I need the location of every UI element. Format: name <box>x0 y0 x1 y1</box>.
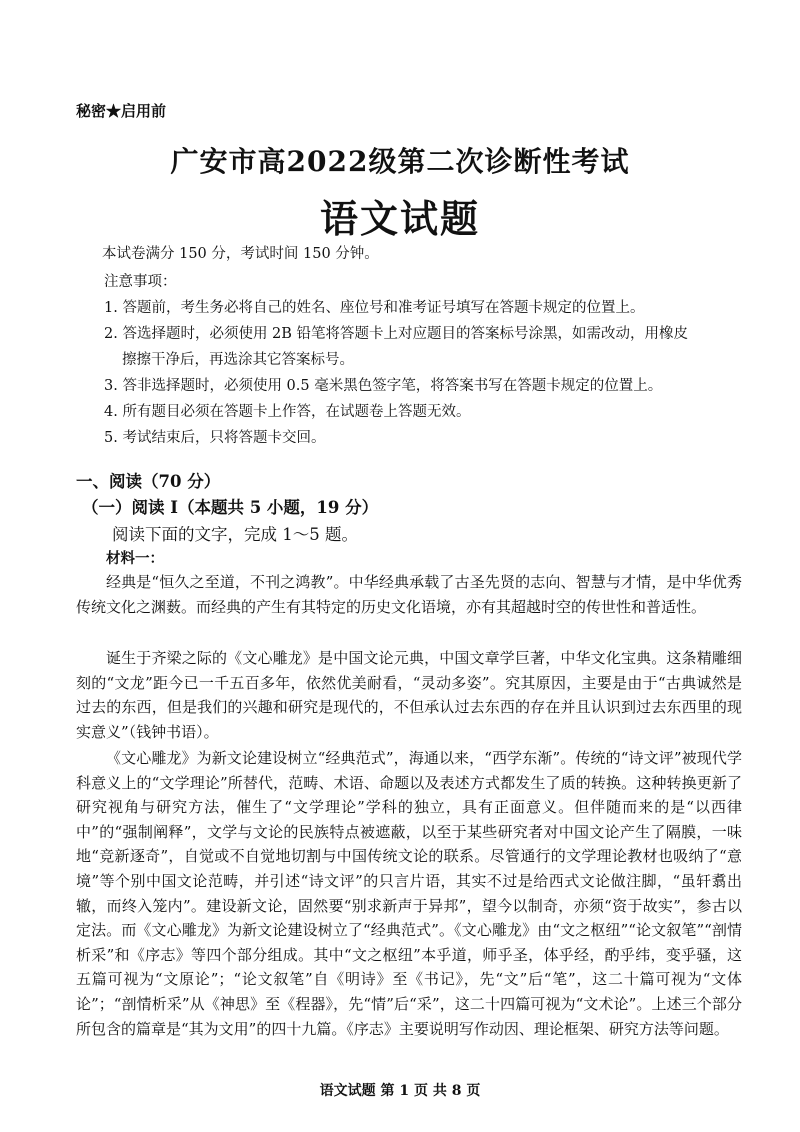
notice-item-continued: 擦擦干净后，再选涂其它答案标号。 <box>122 352 354 368</box>
exam-title: 广安市高2022级第二次诊断性考试 <box>170 145 630 178</box>
section-heading: 一、阅读（70 分） <box>76 472 221 491</box>
paragraph: 诞生于齐梁之际的《文心雕龙》是中国文论元典，中国文章学巨著，中华文化宝典。这条精雕细刻的“文龙”距今已一千五百多年，依然优美耐看，“灵动多姿”。究其原因，主要是由于“古典诚然是过去的东西，但是我们的兴趣和研究是现代的，不但承认过去东西的存在并且认识到过去东西里的现实意义”（钱钟书语）。 <box>76 649 742 741</box>
subject-title: 语文试题 <box>319 196 480 241</box>
paragraph: 经典是“恒久之至道，不刊之鸿教”。中华经典承载了古圣先贤的志向、智慧与才情，是中华优秀传统文化之渊薮。而经典的产生有其特定的历史文化语境，亦有其超越时空的传世性和普适性。 <box>76 573 742 616</box>
notice-item: 1. 答题前，考生务必将自己的姓名、座位号和准考证号填写在答题卡规定的位置上。 <box>104 300 645 316</box>
notice-item: 5. 考试结束后，只将答题卡交回。 <box>104 430 326 446</box>
notice-item: 2. 答选择题时，必须使用 2B 铅笔将答题卡上对应题目的答案标号涂黑，如需改动，用橡皮 <box>104 326 689 342</box>
subsection-heading: （一）阅读 I（本题共 5 小题，19 分） <box>82 498 379 517</box>
page-footer: 语文试题 第 1 页 共 8 页 <box>319 1083 481 1099</box>
paragraph: 《文心雕龙》为新文论建设树立“经典范式”，海通以来，“西学东渐”。传统的“诗文评”被现代学科意义上的“文学理论”所替代，范畴、术语、命题以及表述方式都发生了质的转换。这种转换更新了研究视角与研究方法，催生了“文学理论”学科的独立，具有正面意义。但伴随而来的是“以西律中”的“强制阐释”，文学与文论的民族特点被遮蔽，以至于某些研究者对中国文论产生了隔膜，一味地“竞新逐奇”，自觉或不自觉地切割与中国传统文论的联系。尽管通行的文学理论教材也吸纳了“意境”等个别中国文论范畴，并引述“诗文评”的只言片语，其实不过是给西式文论做注脚，“虽轩翥出辙，而终入笼内”。建设新文论，固然要“别求新声于异邦”，望今以制奇，亦须“资于故实”，参古以定法。而《文心雕龙》为新文论建设树立了“经典范式”。《文心雕龙》由“文之枢纽”“论文叙笔”“剖情析采”和《序志》等四个部分组成。其中“文之枢纽”本乎道，师乎圣，体乎经，酌乎纬，变乎骚，这五篇可视为“文原论”；“论文叙笔”自《明诗》至《书记》，先“文”后“笔”，这二十篇可视为“文体论”；“剖情析采”从《神思》至《程器》，先“情”后“采”，这二十四篇可视为“文术论”。上述三个部分所包含的篇章是“其为文用”的四十九篇。《序志》主要说明写作动因、理论框架、研究方法等问题。 <box>76 749 742 1038</box>
material-label: 材料一： <box>106 550 164 567</box>
notice-item: 3. 答非选择题时，必须使用 0.5 毫米黑色签字笔，将答案书写在答题卡规定的位置上。 <box>104 378 663 394</box>
notice-heading: 注意事项： <box>104 274 177 290</box>
confidential-label: 秘密★启用前 <box>76 102 167 120</box>
reading-instruction: 阅读下面的文字，完成 1～5 题。 <box>112 525 358 544</box>
notice-item: 4. 所有题目必须在答题卡上作答，在试题卷上答题无效。 <box>104 404 471 420</box>
score-time-info: 本试卷满分 150 分，考试时间 150 分钟。 <box>102 246 379 262</box>
